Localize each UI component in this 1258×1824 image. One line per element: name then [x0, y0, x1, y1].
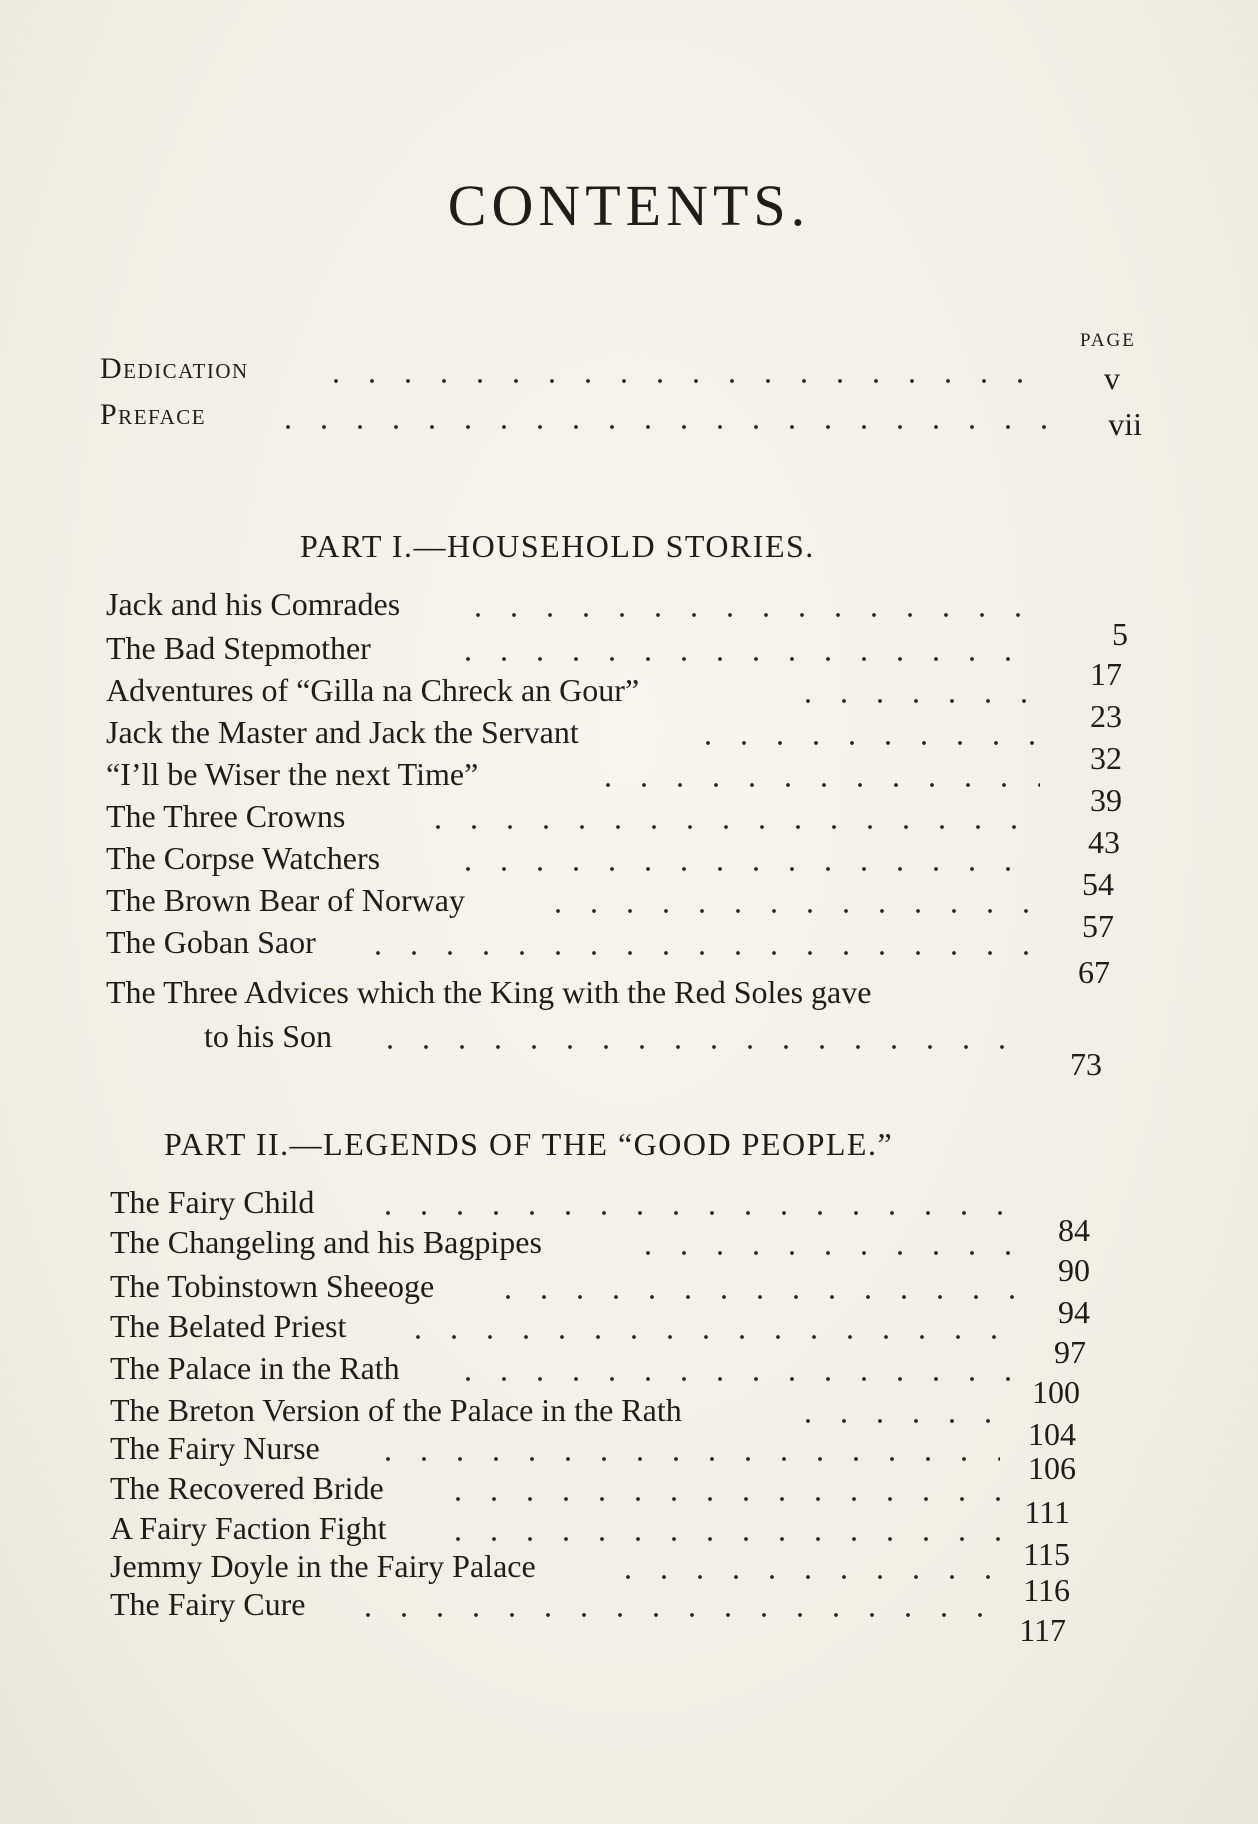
- toc-entry-page: 100: [1032, 1374, 1080, 1410]
- toc-entry-title: The Three Crowns: [106, 798, 346, 834]
- toc-entry-title: The Belated Priest: [110, 1308, 347, 1344]
- toc-entry-page: 5: [1112, 616, 1128, 652]
- toc-entry-title: The Changeling and his Bagpipes: [110, 1224, 542, 1260]
- dot-leader: [450, 1376, 1010, 1382]
- toc-entry-title: The Corpse Watchers: [106, 840, 381, 876]
- toc-entry-page: 67: [1078, 954, 1110, 990]
- toc-entry-page: 39: [1090, 782, 1122, 818]
- toc-entry-title: The Fairy Nurse: [110, 1430, 320, 1466]
- toc-entry-title: The Three Advices which the King with the Red Soles gave: [106, 974, 872, 1010]
- toc-entry-title-continuation: to his Son: [204, 1018, 333, 1054]
- dot-leader: [360, 950, 1040, 956]
- dot-leader: [610, 1574, 1000, 1580]
- dot-leader: [370, 1456, 1000, 1462]
- dot-leader: [420, 824, 1040, 830]
- toc-entry-preface: [0, 398, 1258, 440]
- dot-leader: [440, 1496, 1000, 1502]
- dot-leader: [450, 866, 1040, 872]
- page-title: CONTENTS.: [447, 173, 811, 238]
- dot-leader: [400, 1334, 1010, 1340]
- dot-leader: [440, 1536, 1000, 1542]
- toc-entry: [0, 924, 1258, 990]
- dot-leader: [370, 1210, 1020, 1216]
- toc-entry: [0, 1586, 1258, 1648]
- toc-entry-page: 116: [1023, 1572, 1070, 1608]
- toc-entry-dedication: [0, 352, 1258, 394]
- toc-entry-page: 90: [1058, 1252, 1090, 1288]
- toc-entry-title: The Fairy Cure: [110, 1586, 306, 1622]
- toc-entry-title: The Fairy Child: [110, 1184, 315, 1220]
- toc-entry-page: 73: [1070, 1046, 1102, 1082]
- toc-entry-title: Jack the Master and Jack the Servant: [106, 714, 579, 750]
- toc-entry-page: vii: [1108, 406, 1142, 442]
- dot-leader: [690, 740, 1040, 746]
- toc-entry-page: 111: [1024, 1494, 1070, 1530]
- toc-entry-page: 84: [1058, 1212, 1090, 1248]
- toc-entry-title: “I’ll be Wiser the next Time”: [106, 756, 479, 792]
- part-1-title: PART I.—HOUSEHOLD STORIES.: [300, 528, 815, 564]
- toc-entry-title: The Palace in the Rath: [110, 1350, 400, 1386]
- dot-leader: [372, 1044, 1020, 1050]
- dot-leader: [350, 1612, 1000, 1618]
- toc-entry-title: The Goban Saor: [106, 924, 316, 960]
- dot-leader: [270, 424, 1050, 430]
- toc-entry-title: A Fairy Faction Fight: [110, 1510, 387, 1546]
- toc-entry-title: The Breton Version of the Palace in the Rath: [110, 1392, 682, 1428]
- toc-entry-title: Jack and his Comrades: [106, 586, 401, 622]
- toc-entry-title: The Bad Stepmother: [106, 630, 371, 666]
- toc-entry-page: 54: [1082, 866, 1114, 902]
- toc-entry-page: 117: [1019, 1612, 1066, 1648]
- toc-entry-page: v: [1104, 360, 1120, 396]
- toc-entry-title: The Recovered Bride: [110, 1470, 384, 1506]
- toc-entry-page: 104: [1028, 1416, 1076, 1452]
- dot-leader: [630, 1250, 1020, 1256]
- toc-entry-page: 115: [1023, 1536, 1070, 1572]
- toc-entry-title: The Brown Bear of Norway: [106, 882, 465, 918]
- toc-entry-page: 17: [1090, 656, 1122, 692]
- toc-entry: [0, 1430, 1258, 1486]
- toc-entry-page: 23: [1090, 698, 1122, 734]
- toc-entry-page: 106: [1028, 1450, 1076, 1486]
- toc-entry-title: Preface: [100, 398, 207, 431]
- toc-entry-page: 94: [1058, 1294, 1090, 1330]
- dot-leader: [318, 378, 1048, 384]
- dot-leader: [590, 782, 1040, 788]
- dot-leader: [790, 1418, 1000, 1424]
- dot-leader: [490, 1294, 1020, 1300]
- toc-entry-title: The Tobinstown Sheeoge: [110, 1268, 435, 1304]
- page-column-label: PAGE: [1080, 330, 1136, 351]
- toc-entry-title: Jemmy Doyle in the Fairy Palace: [110, 1548, 536, 1584]
- dot-leader: [790, 698, 1040, 704]
- toc-entry-title: Dedication: [100, 352, 249, 385]
- dot-leader: [460, 612, 1040, 618]
- toc-entry: [0, 974, 1258, 1082]
- toc-entry-page: 97: [1054, 1334, 1086, 1370]
- dot-leader: [540, 908, 1040, 914]
- toc-entry-title: Adventures of “Gilla na Chreck an Gour”: [106, 672, 640, 708]
- dot-leader: [450, 656, 1040, 662]
- toc-entry-page: 43: [1088, 824, 1120, 860]
- part-2-title: PART II.—LEGENDS OF THE “GOOD PEOPLE.”: [164, 1126, 894, 1162]
- toc-entry-page: 57: [1082, 908, 1114, 944]
- toc-entry-page: 32: [1090, 740, 1122, 776]
